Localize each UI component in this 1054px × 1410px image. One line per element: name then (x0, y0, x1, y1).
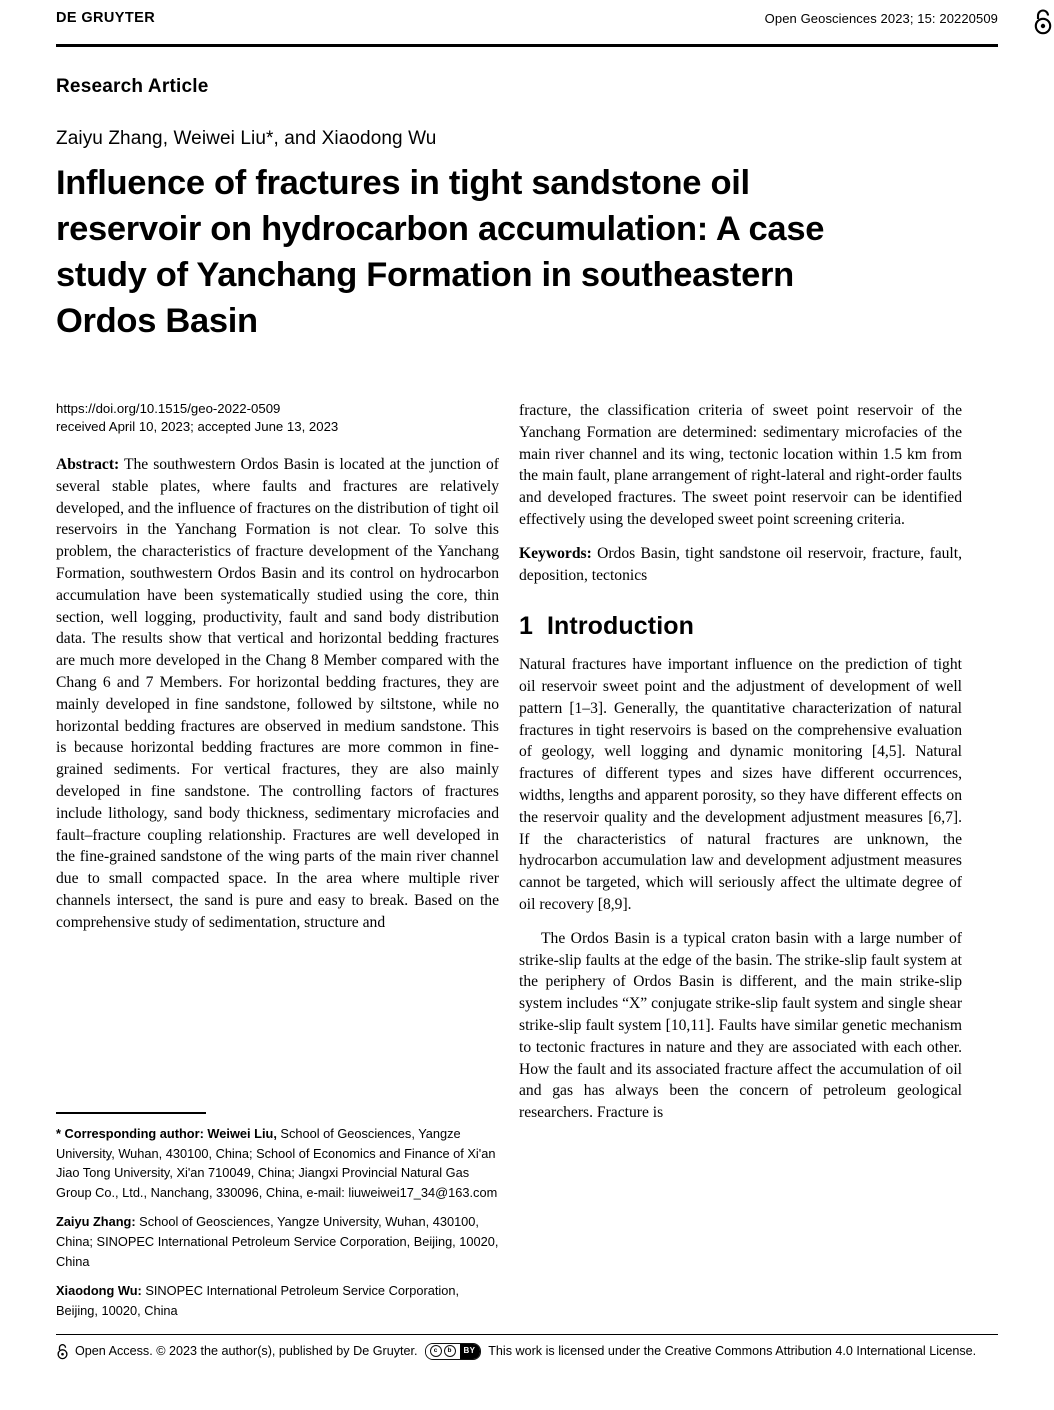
intro-paragraph-1: Natural fractures have important influence on the prediction of tight oil reservoir sweet point and the adjustment of development of well pattern [1–3]. Generally, the quantitative characterization of natural fractures in tight reservoirs is based on the comprehensive evaluation of geology, well logging and dynamic monitoring [4,5]. Natural fractures of different types and sizes have different occurrences, widths, lengths and apparent porosity, so they have different effects on the reservoir quality and the development adjustment measures [6,7]. If the characteristics of natural fractures are unknown, the hydrocarbon accumulation law and development adjustment measures cannot be targeted, which will seriously affect the ultimate degree of oil recovery [8,9]. (519, 656, 962, 913)
keywords-paragraph (519, 543, 962, 587)
footnote-label: Zaiyu Zhang: (56, 1214, 136, 1230)
publisher-name: DE GRUYTER (56, 10, 156, 26)
journal-citation: Open Geosciences 2023; 15: 20220509 (764, 10, 998, 26)
doi-block (56, 400, 499, 436)
cc-by-label: BY (460, 1344, 481, 1359)
column-left (56, 400, 499, 934)
section-number: 1 (519, 612, 534, 641)
abstract-continuation: fracture, the classification criteria of sweet point reservoir of the Yanchang Formation are determined: sedimentary microfacies of the main river channel and its wing, tectonic location within 1.5 km from the main fault, plane arrangement of right-lateral and right-order faults and developed fractures. The sweet point reservoir can be identified effectively using the developed sweet point screening criteria. (519, 402, 962, 528)
license-footer (56, 1342, 998, 1360)
creative-commons-badge (425, 1343, 482, 1360)
footnote-text: School of Geosciences, Yangze University, Wuhan, 430100, China; School of Economics and Finance of Xi'an Jiao Tong University, Xi'an 710049, China; Jiangxi Provincial Natural Gas Group Co., Ltd., Nanchang, 330096, China, e-mail: liuweiwei17_34@163.com (56, 1126, 498, 1200)
footnote-corresponding-author (56, 1124, 499, 1202)
keywords-text: Ordos Basin, tight sandstone oil reservoir, fracture, fault, deposition, tectonics (519, 544, 962, 584)
running-head (56, 10, 998, 26)
intro-paragraph-2: The Ordos Basin is a typical craton basin with a large number of strike-slip faults at the edge of the basin. The strike-slip fault system at the periphery of Ordos Basin is different, and the main strike-slip system includes “X” conjugate strike-slip fault system and single shear strike-slip fault system [10,11]. Faults have similar genetic mechanism to tectonic fractures in nature and they are associated with each other. How the fault and its associated fracture affect the accumulation of oil and gas has always been the concern of petroleum geological researchers. Fracture is (519, 929, 963, 1122)
keywords-label: Keywords: (519, 544, 592, 562)
section-title: Introduction (547, 612, 695, 641)
page-title: Influence of fractures in tight sandstone oil reservoir on hydrocarbon accumulation: A case study of Yanchang Formation in southeastern Ordos Basin (56, 164, 825, 340)
abstract-text: The southwestern Ordos Basin is located at the junction of several stable plates, where faults and fractures are relatively developed, and the influence of fractures on the distribution of tight oil reservoirs in the Yanchang Formation is not clear. To solve this problem, the characteristics of fracture development of the Yanchang Formation, southwestern Ordos Basin and its control on hydrocarbon accumulation have been systematically studied using the core, thin section, well logging, productivity, fault and sand body distribution data. The results show that vertical and horizontal bedding fractures are much more developed in the Chang 8 Member compared with the Chang 6 and 7 Members. For horizontal bedding fractures, they are mainly developed in fine sandstone, followed by siltstone, while no horizontal bedding fractures are observed in medium sandstone. This is because horizontal bedding fractures are more common in fine-grained sediments. For vertical fractures, they are also mainly developed in fine sandstone. The controlling factors of fractures include lithology, sand body thickness, sedimentary microfacies and fault–fracture coupling relationship. Fractures are well developed in the fine-grained sandstone of the wing parts of the main river channel due to small compacted space. In the area where multiple river channels intersect, the sand is pure and easy to break. Based on the comprehensive study of sedimentation, structure and (56, 456, 499, 931)
footnote-text: SINOPEC International Petroleum Service Corporation, Beijing, 10020, China (56, 1283, 460, 1318)
header-divider (56, 44, 998, 47)
footnote-author-xiaodong-wu (56, 1281, 499, 1320)
footnote-label: * Corresponding author: Weiwei Liu, (56, 1126, 277, 1141)
license-text-before: Open Access. © 2023 the author(s), published by De Gruyter. (75, 1344, 418, 1358)
footnote-label: Xiaodong Wu: (56, 1283, 142, 1299)
received-accepted-dates: received April 10, 2023; accepted June 13, 2023 (56, 419, 339, 434)
abstract-label: Abstract: (56, 456, 120, 473)
doi-link[interactable]: https://doi.org/10.1515/geo-2022-0509 (56, 401, 281, 416)
footnote-block (56, 1124, 499, 1320)
abstract-paragraph (56, 454, 499, 934)
license-text-after: This work is licensed under the Creative Commons Attribution 4.0 International License. (488, 1344, 977, 1358)
footnote-divider (56, 1112, 206, 1114)
article-type: Research Article (56, 76, 209, 97)
open-access-lock-icon (1032, 6, 1054, 36)
cc-mark: c b (426, 1344, 460, 1359)
author-list: Zaiyu Zhang, Weiwei Liu*, and Xiaodong Wu (56, 128, 437, 149)
footer-divider (56, 1334, 998, 1335)
footnote-author-zaiyu-zhang (56, 1212, 499, 1271)
open-access-lock-icon (56, 1342, 69, 1360)
column-right (519, 400, 962, 1124)
footnote-text: School of Geosciences, Yangze University, Wuhan, 430100, China; SINOPEC International Petroleum Service Corporation, Beijing, 10020, China (56, 1214, 499, 1269)
section-heading-introduction (519, 612, 962, 641)
